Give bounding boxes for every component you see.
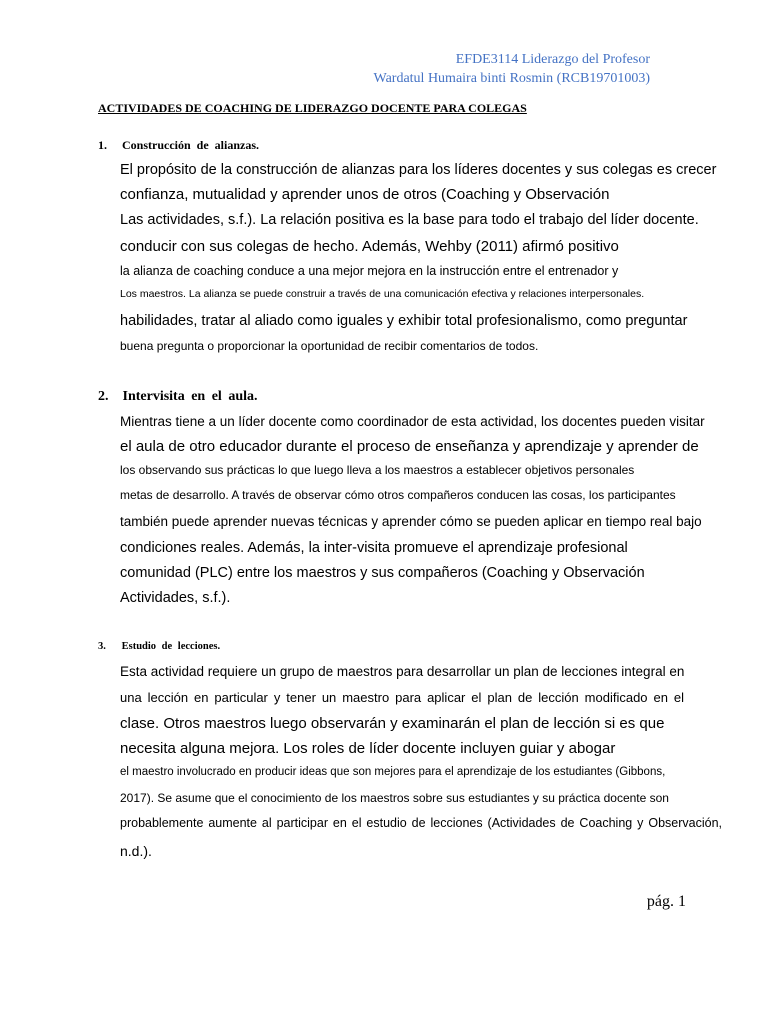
paragraph-line: conducir con sus colegas de hecho. Además, Wehby (2011) afirmó positivo: [120, 238, 619, 255]
paragraph-line: Las actividades, s.f.). La relación positiva es la base para todo el trabajo del líder docente.: [120, 212, 699, 228]
section-1-heading: [98, 138, 259, 153]
paragraph-line: una lección en particular y tener un maestro para aplicar el plan de lección modificado en el: [120, 690, 684, 705]
section-2-number: 2.: [98, 389, 109, 404]
paragraph-line: buena pregunta o proporcionar la oportunidad de recibir comentarios de todos.: [120, 339, 539, 353]
section-2-heading: [98, 389, 258, 405]
section-3-title: Estudio de lecciones.: [121, 641, 221, 652]
header-author: Wardatul Humaira binti Rosmin (RCB19701003): [373, 71, 650, 86]
paragraph-line: también puede aprender nuevas técnicas y aprender cómo se pueden aplicar en tiempo real bajo: [120, 514, 702, 529]
header-course: EFDE3114 Liderazgo del Profesor: [455, 52, 650, 67]
page-number: pág. 1: [646, 893, 686, 910]
paragraph-line: 2017). Se asume que el conocimiento de los maestros sobre sus estudiantes y su práctica docente son: [120, 791, 669, 805]
section-3-heading: [98, 641, 220, 652]
document-title: ACTIVIDADES DE COACHING DE LIDERAZGO DOCENTE PARA COLEGAS: [98, 101, 527, 115]
paragraph-line: Los maestros. La alianza se puede construir a través de una comunicación efectiva y relaciones interpersonales.: [120, 288, 645, 300]
paragraph-line: necesita alguna mejora. Los roles de líder docente incluyen guiar y abogar: [120, 740, 616, 757]
paragraph-line: confianza, mutualidad y aprender unos de otros (Coaching y Observación: [120, 186, 610, 203]
paragraph-line: n.d.).: [120, 843, 152, 859]
paragraph-line: clase. Otros maestros luego observarán y examinarán el plan de lección si es que: [120, 715, 665, 732]
section-1-title: Construcción de alianzas.: [122, 138, 260, 152]
section-1-number: 1.: [98, 138, 107, 152]
paragraph-line: comunidad (PLC) entre los maestros y sus compañeros (Coaching y Observación: [120, 565, 645, 581]
paragraph-line: el aula de otro educador durante el proceso de enseñanza y aprendizaje y aprender de: [120, 438, 699, 455]
paragraph-line: el maestro involucrado en producir ideas que son mejores para el aprendizaje de los estudiantes (Gibbons,: [120, 766, 666, 778]
section-2-title: Intervisita en el aula.: [122, 389, 258, 404]
paragraph-line: El propósito de la construcción de alianzas para los líderes docentes y sus colegas es crecer: [120, 162, 717, 178]
paragraph-line: condiciones reales. Además, la inter-visita promueve el aprendizaje profesional: [120, 540, 628, 556]
document-header: [373, 50, 650, 88]
paragraph-line: Actividades, s.f.).: [120, 590, 231, 606]
section-3-number: 3.: [98, 641, 106, 652]
paragraph-line: los observando sus prácticas lo que luego lleva a los maestros a establecer objetivos personales: [120, 463, 635, 477]
paragraph-line: Esta actividad requiere un grupo de maestros para desarrollar un plan de lecciones integral en: [120, 664, 685, 679]
paragraph-line: habilidades, tratar al aliado como iguales y exhibir total profesionalismo, como preguntar: [120, 313, 688, 329]
paragraph-line: Mientras tiene a un líder docente como coordinador de esta actividad, los docentes pueden visitar: [120, 414, 705, 429]
paragraph-line: la alianza de coaching conduce a una mejor mejora en la instrucción entre el entrenador y: [120, 264, 619, 278]
paragraph-line: probablemente aumente al participar en el estudio de lecciones (Actividades de Coaching y Observación,: [120, 816, 722, 830]
paragraph-line: metas de desarrollo. A través de observar cómo otros compañeros conducen las cosas, los participantes: [120, 488, 676, 502]
